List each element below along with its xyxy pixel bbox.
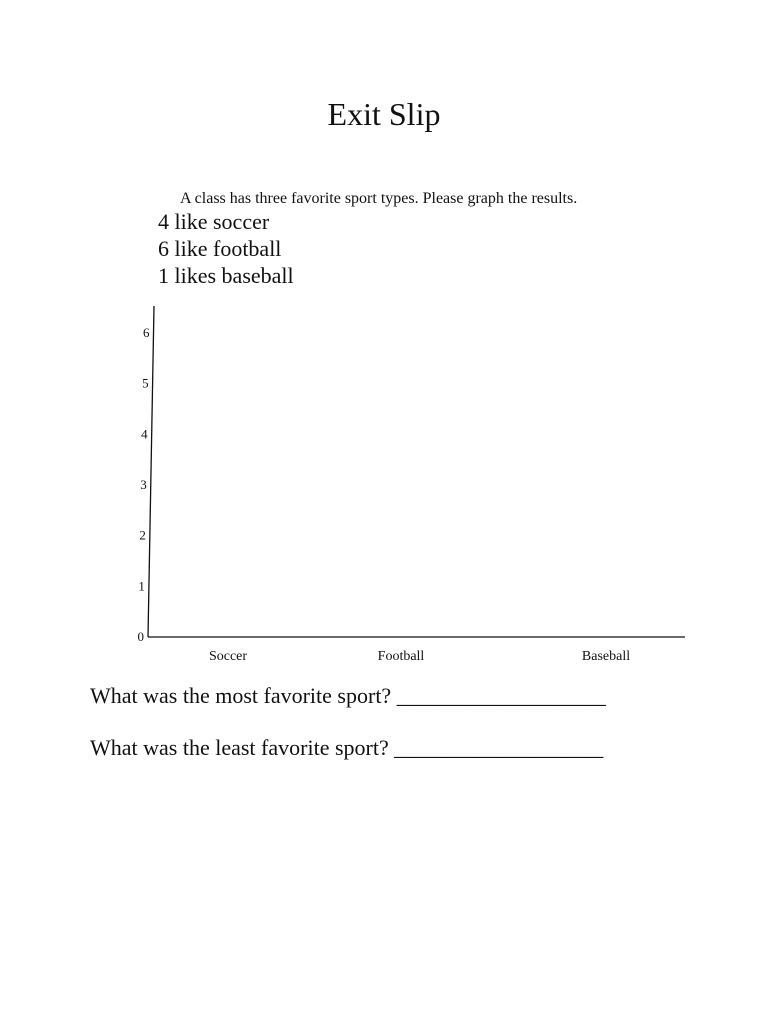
fact-baseball: 1 likes baseball <box>158 263 294 288</box>
y-tick-label-3: 3 <box>140 477 147 492</box>
question-least-text: What was the least favorite sport? <box>90 735 389 760</box>
y-tick-label-5: 5 <box>142 375 149 391</box>
y-axis-line <box>148 306 154 637</box>
fact-football: 6 like football <box>158 236 282 261</box>
question-most-text: What was the most favorite sport? <box>90 683 392 708</box>
y-tick-label-4: 4 <box>141 426 148 442</box>
y-tick-label-2: 2 <box>139 527 146 543</box>
page-title: Exit Slip <box>327 96 441 132</box>
fact-soccer: 4 like soccer <box>158 209 270 234</box>
answer-blank-most[interactable]: ___________________ <box>396 683 606 708</box>
x-category-label-football: Football <box>377 649 425 664</box>
answer-blank-least[interactable]: ___________________ <box>394 735 604 760</box>
y-tick-label-1: 1 <box>138 578 145 594</box>
x-category-label-soccer: Soccer <box>208 649 248 664</box>
instructions: A class has three favorite sport types. Please graph the results. <box>180 190 578 207</box>
blank-bar-graph[interactable] <box>0 290 768 680</box>
facts-list <box>158 208 294 289</box>
y-tick-label-0: 0 <box>137 629 144 644</box>
y-tick-label-6: 6 <box>143 325 150 340</box>
question-least-favorite <box>90 734 603 762</box>
question-most-favorite <box>90 682 606 710</box>
x-category-label-baseball: Baseball <box>581 649 631 664</box>
